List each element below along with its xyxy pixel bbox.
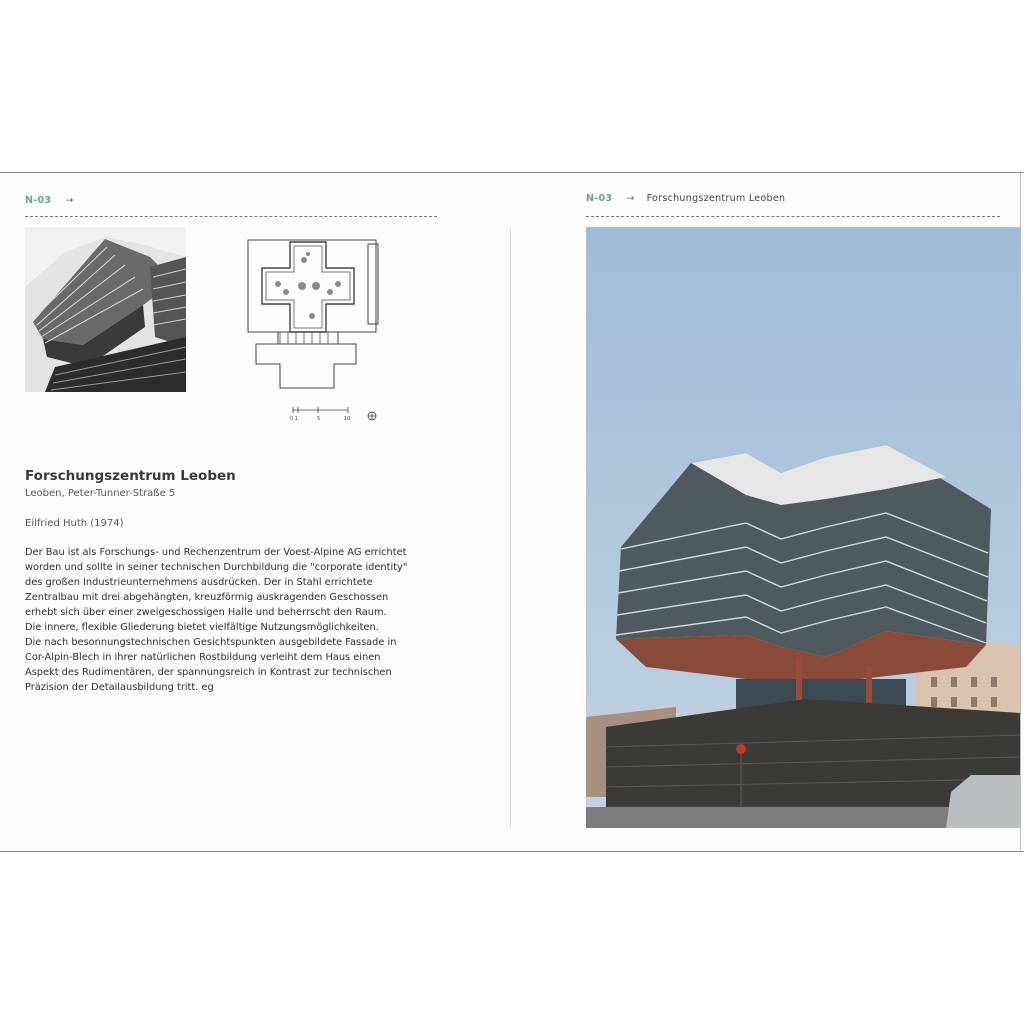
page-edge bbox=[1020, 172, 1021, 850]
north-arrow-icon bbox=[368, 412, 376, 420]
description-line: Der Bau ist als Forschungs- und Rechenzentrum der Voest-Alpine AG errichtet bbox=[25, 547, 407, 558]
description-line: Präzision der Detailausbildung tritt. eg bbox=[25, 682, 214, 693]
scale-bar bbox=[293, 407, 348, 413]
building-address: Leoben, Peter-Tunner-Straße 5 bbox=[25, 488, 176, 499]
left-page-header bbox=[25, 195, 74, 206]
architect-credit: Eilfried Huth (1974) bbox=[25, 518, 124, 529]
scale-label-0: 0 1 bbox=[290, 416, 298, 422]
right-page-header bbox=[586, 193, 785, 204]
description-line: des großen Industrieunternehmens ausdrücken. Der in Stahl errichtete bbox=[25, 577, 373, 588]
header-rule bbox=[586, 216, 1000, 217]
entry-code: N-03 bbox=[586, 193, 613, 204]
arrow-right-icon: → bbox=[65, 195, 74, 206]
description-line: worden und sollte in seiner technischen Durchbildung die "corporate identity" bbox=[25, 562, 408, 573]
header-rule bbox=[25, 216, 437, 217]
description-line: Aspekt des Rudimentären, der spannungsreich in Kontrast zur technischen bbox=[25, 667, 392, 678]
arrow-right-icon: → bbox=[626, 193, 635, 204]
description-line: Cor-Alpin-Blech in ihrer natürlichen Rostbildung verleiht dem Haus einen bbox=[25, 652, 381, 663]
description-line: Die innere, flexible Gliederung bietet vielfältige Nutzungsmöglichkeiten. bbox=[25, 622, 379, 633]
description-text bbox=[25, 545, 465, 695]
entry-code: N-03 bbox=[25, 195, 52, 206]
page-gutter bbox=[510, 228, 511, 828]
floor-plan-drawing bbox=[238, 232, 388, 424]
scale-label-5: 5 bbox=[317, 416, 321, 422]
color-building-photo bbox=[586, 227, 1020, 828]
bw-building-photo bbox=[25, 227, 186, 392]
building-title: Forschungszentrum Leoben bbox=[25, 468, 236, 484]
scale-label-10: 10 bbox=[344, 416, 351, 422]
description-line: erhebt sich über einer zweigeschossigen Halle und beherrscht den Raum. bbox=[25, 607, 387, 618]
description-line: Zentralbau mit drei abgehängten, kreuzförmig auskragenden Geschossen bbox=[25, 592, 389, 603]
header-title: Forschungszentrum Leoben bbox=[646, 193, 786, 204]
description-line: Die nach besonnungstechnischen Gesichtspunkten ausgebildete Fassade in bbox=[25, 637, 397, 648]
